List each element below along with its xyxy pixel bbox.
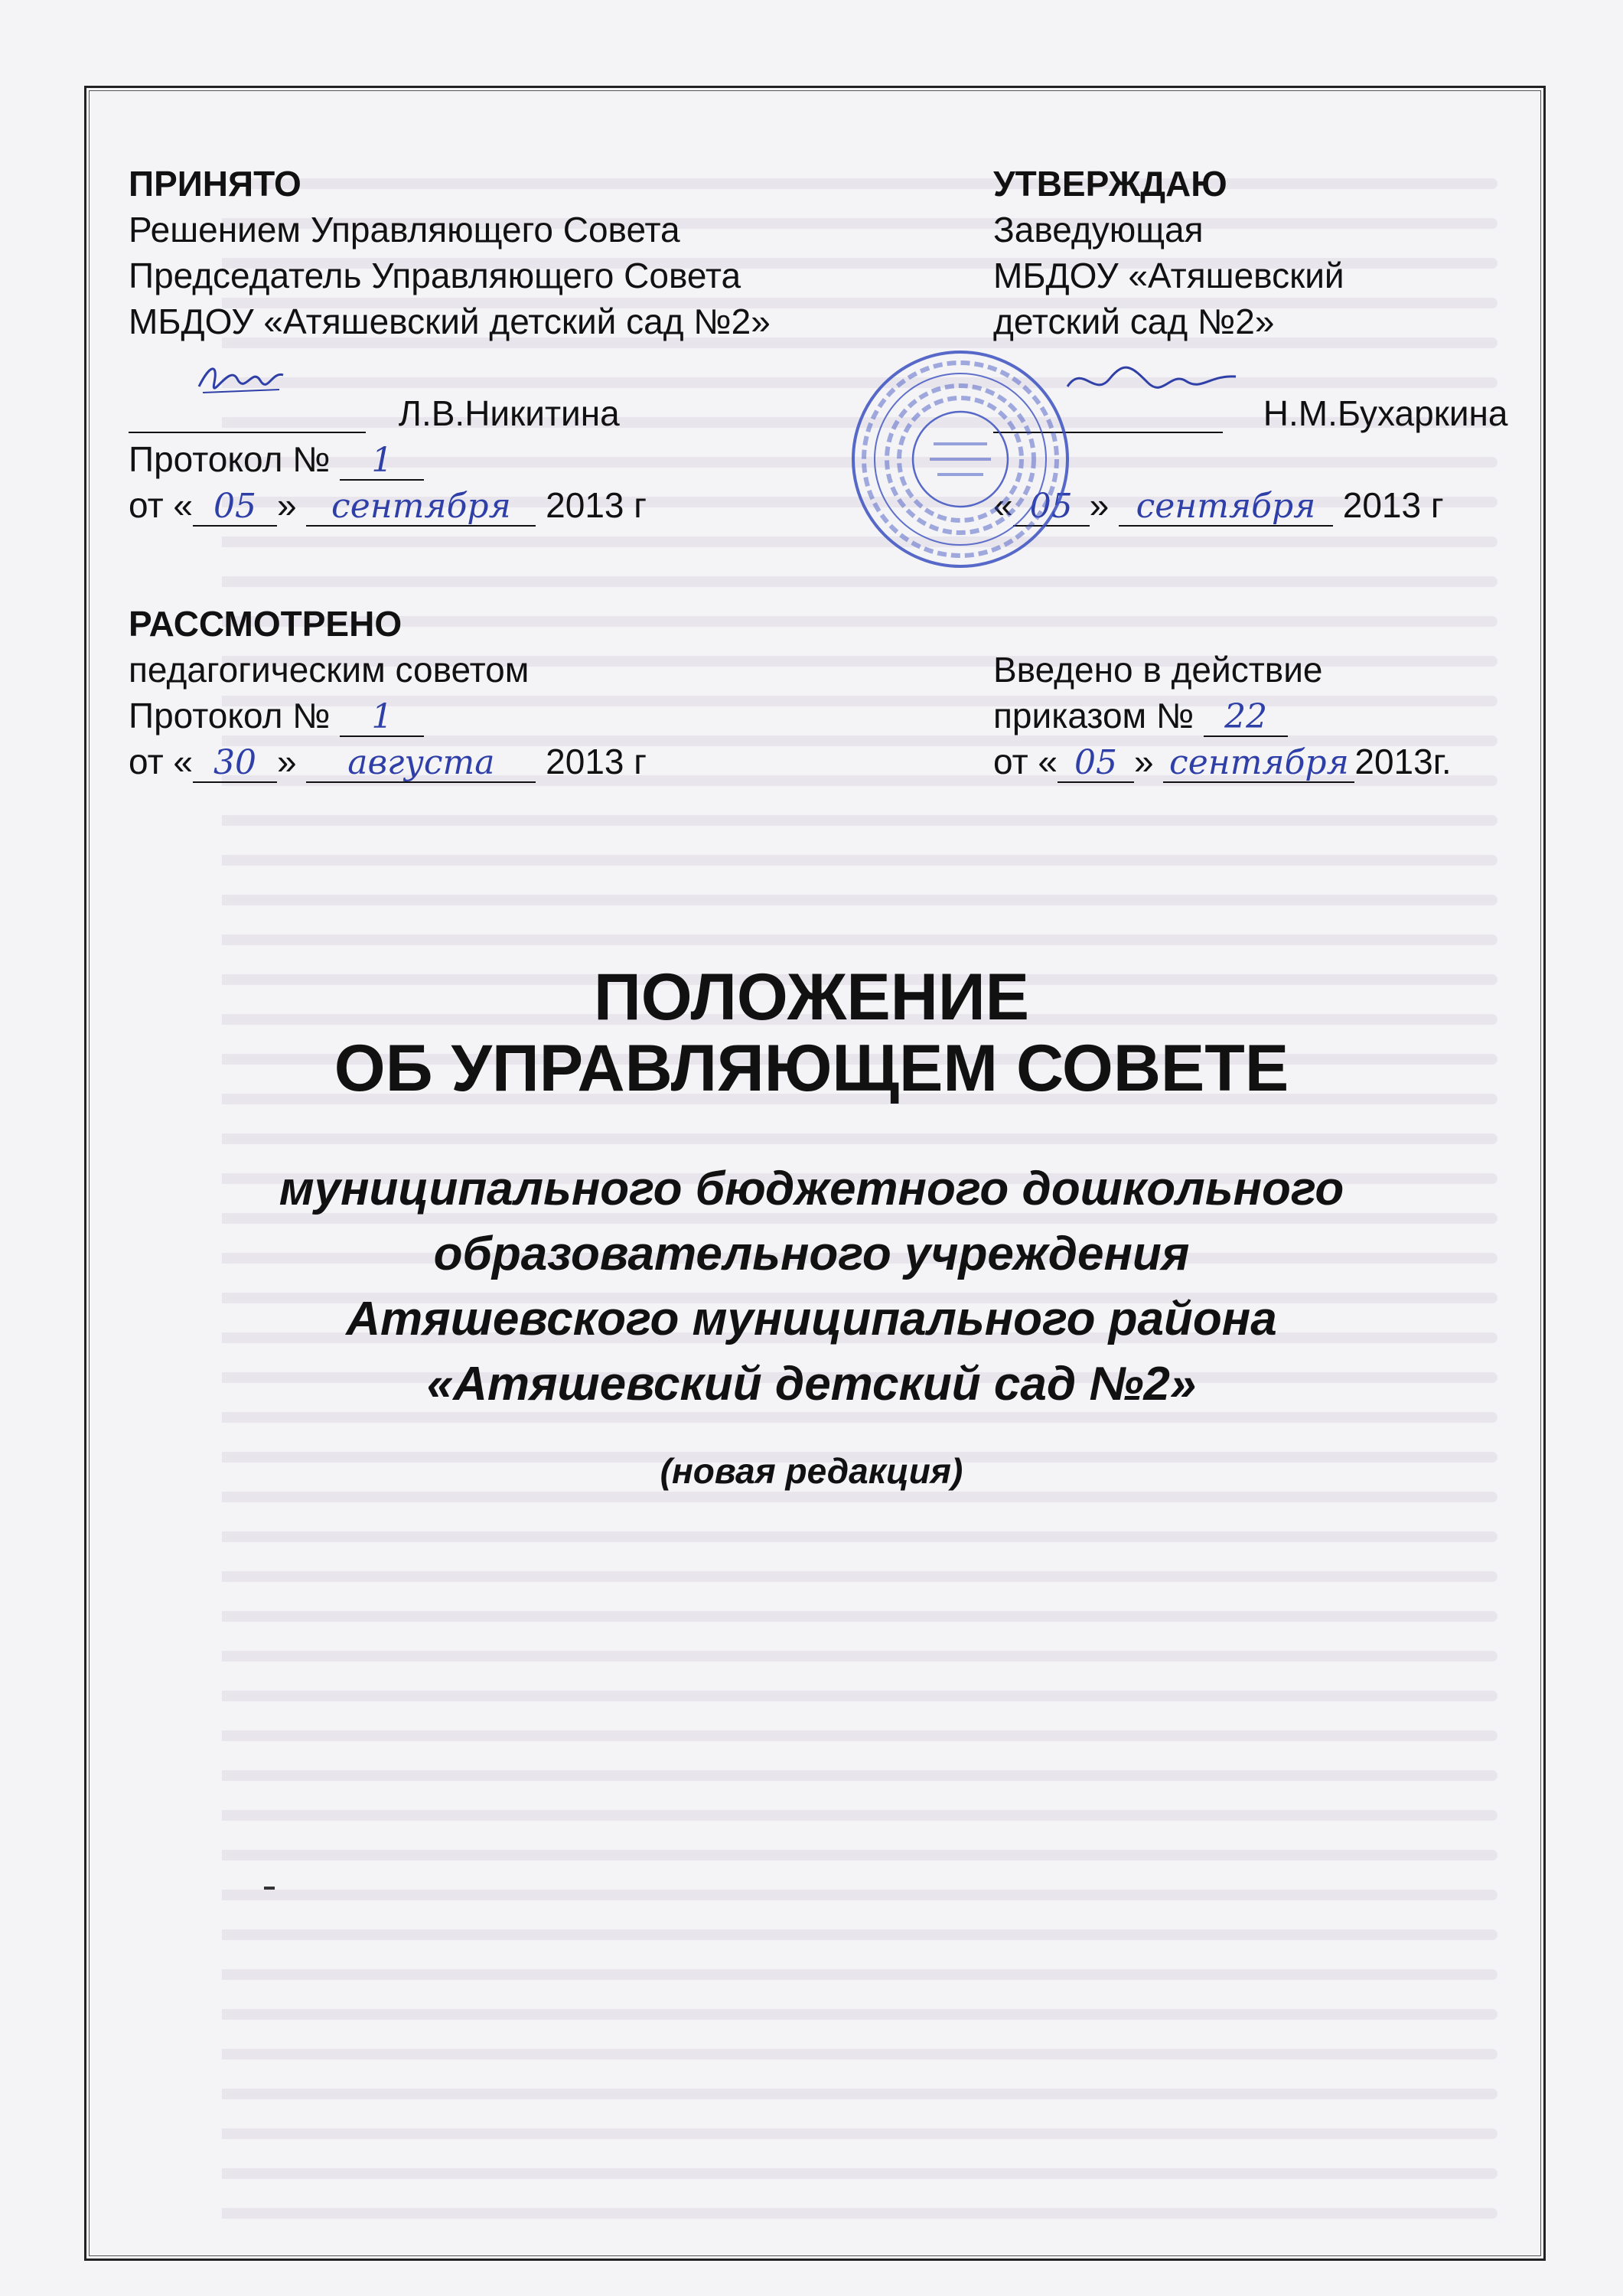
reviewed-date-day: 30: [193, 745, 277, 783]
accepted-heading: ПРИНЯТО: [129, 164, 301, 204]
accepted-signature: [195, 356, 287, 402]
reviewed-block: [129, 601, 647, 784]
accepted-block: [129, 161, 771, 528]
edition-note: (новая редакция): [660, 1451, 963, 1491]
effect-date-month: сентября: [1163, 745, 1354, 783]
accepted-date-year: 2013 г: [546, 485, 647, 525]
accepted-protocol-label: Протокол №: [129, 439, 331, 479]
approve-line1: Заведующая: [993, 210, 1204, 249]
official-seal: [846, 344, 1075, 574]
reviewed-date-month: августа: [306, 745, 536, 783]
institution-line2: образовательного учреждения: [433, 1228, 1190, 1280]
approve-signer: Н.М.Бухаркина: [1263, 393, 1508, 433]
effect-order-number: 22: [1204, 699, 1288, 737]
accepted-line2: Председатель Управляющего Совета: [129, 256, 741, 295]
accepted-date-prefix: от «: [129, 485, 194, 525]
reviewed-date-year: 2013 г: [546, 742, 647, 781]
institution-line4: «Атяшевский детский сад №2»: [426, 1358, 1197, 1411]
approve-date-month: сентября: [1119, 488, 1333, 527]
approve-heading: УТВЕРЖДАЮ: [993, 164, 1227, 204]
institution-line1: муниципального бюджетного дошкольного: [279, 1163, 1344, 1215]
accepted-line1: Решением Управляющего Совета: [129, 210, 680, 249]
reviewed-heading: РАССМОТРЕНО: [129, 604, 402, 644]
effect-order-label: приказом №: [993, 696, 1194, 735]
approve-line3: детский сад №2»: [993, 302, 1275, 341]
approve-date-prefix: «: [993, 485, 1013, 525]
approve-date-year: 2013 г: [1342, 485, 1444, 525]
accepted-date-day: 05: [193, 488, 277, 527]
stray-mark: [264, 1887, 275, 1890]
approve-line2: МБДОУ «Атяшевский: [993, 256, 1344, 295]
reviewed-protocol-number: 1: [340, 699, 424, 737]
approve-date-day: 05: [1013, 488, 1090, 527]
effect-block: [993, 647, 1452, 784]
accepted-date-month: сентября: [306, 488, 536, 527]
approve-date-mid: »: [1089, 485, 1110, 525]
document-title-line2: ОБ УПРАВЛЯЮЩЕМ СОВЕТЕ: [334, 1032, 1289, 1105]
reviewed-line1: педагогическим советом: [129, 650, 530, 690]
accepted-line3: МБДОУ «Атяшевский детский сад №2»: [129, 302, 771, 341]
accepted-signer: Л.В.Никитина: [398, 393, 620, 433]
effect-date-prefix: от «: [993, 742, 1058, 781]
effect-line1: Введено в действие: [993, 650, 1323, 690]
institution-line3: Атяшевского муниципального района: [346, 1293, 1277, 1345]
accepted-date-mid: »: [277, 485, 297, 525]
effect-date-year: 2013г.: [1354, 742, 1452, 781]
document-title: ПОЛОЖЕНИЕ: [593, 960, 1030, 1034]
effect-date-mid: »: [1134, 742, 1154, 781]
reviewed-protocol-label: Протокол №: [129, 696, 331, 735]
effect-date-day: 05: [1058, 745, 1134, 783]
approve-signature: [1064, 360, 1240, 406]
reviewed-date-mid: »: [277, 742, 297, 781]
accepted-protocol-number: 1: [340, 442, 424, 481]
reviewed-date-prefix: от «: [129, 742, 194, 781]
